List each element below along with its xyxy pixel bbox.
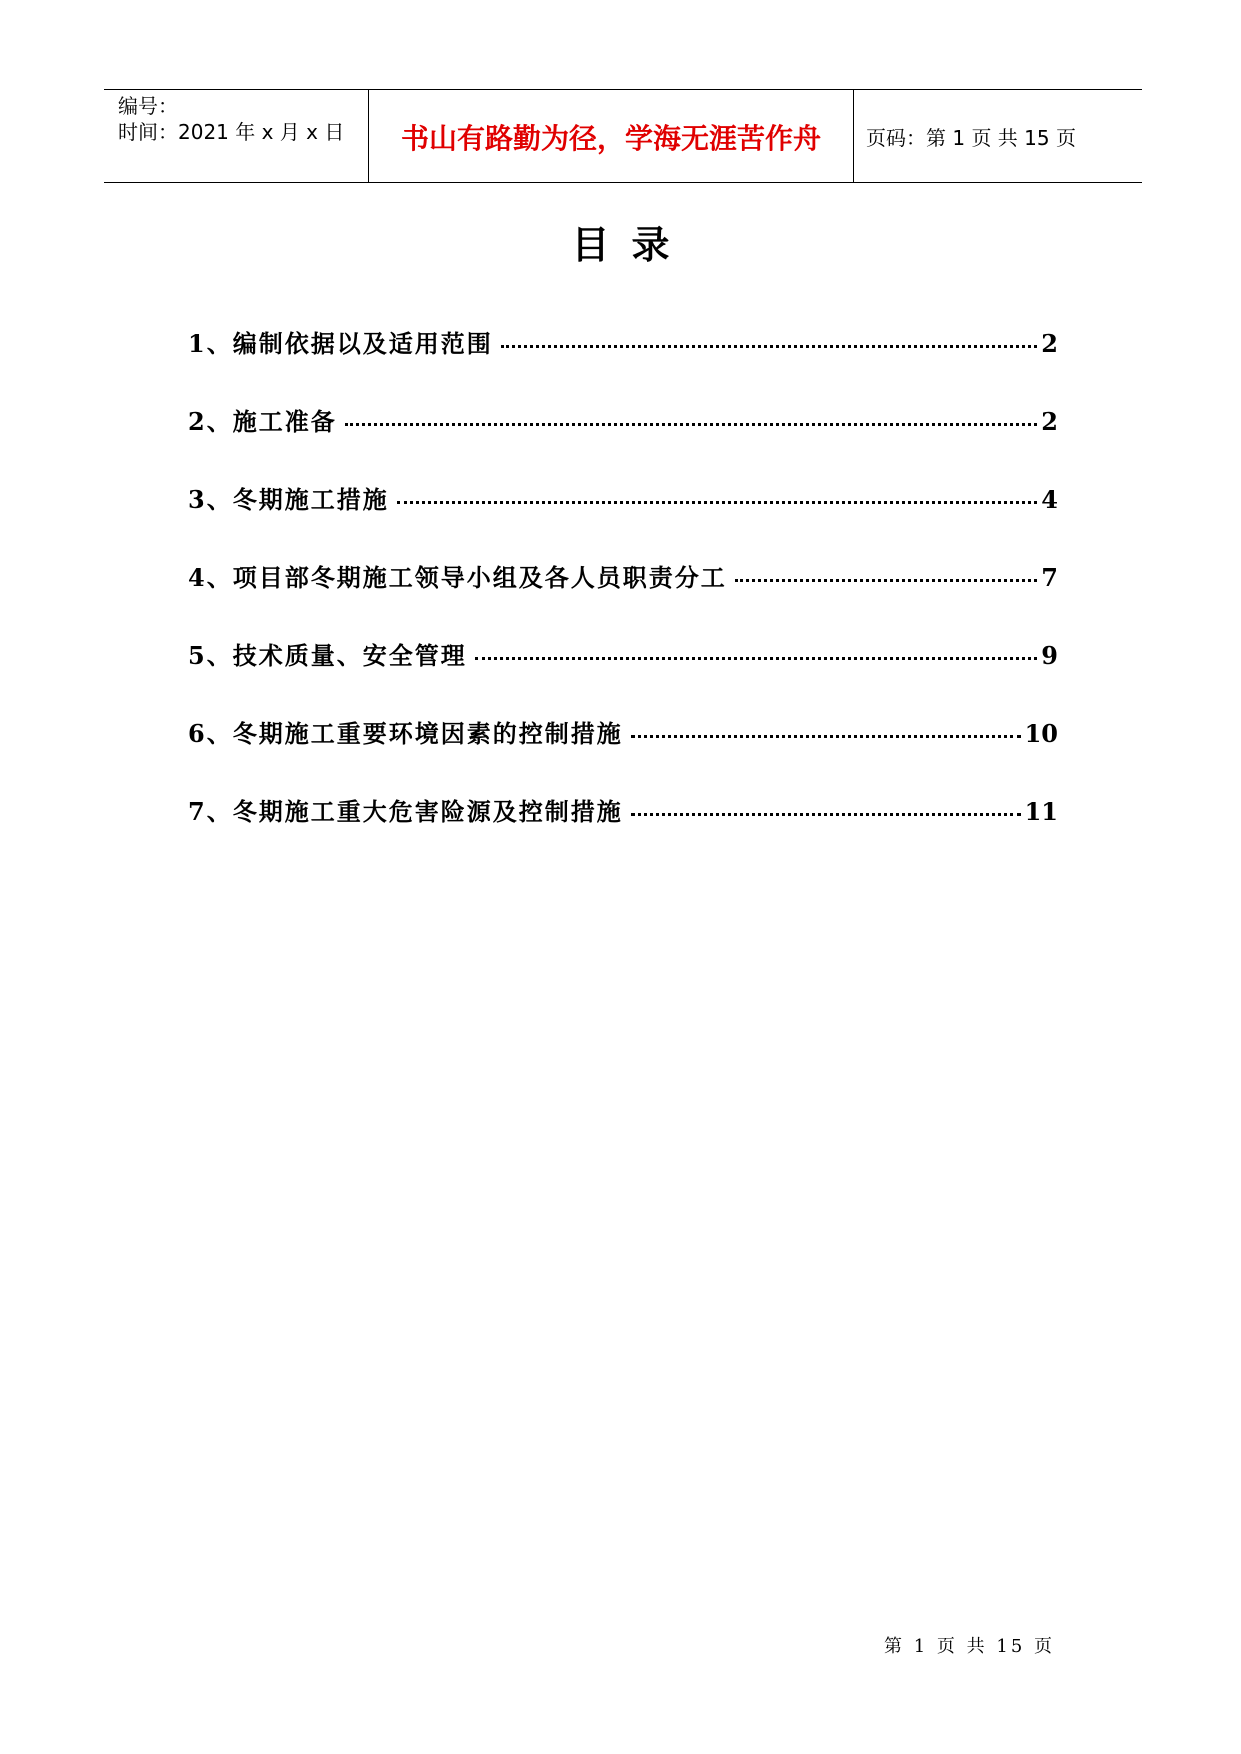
- toc-entry-page: 10: [1024, 719, 1058, 748]
- toc-entry-page: 4: [1041, 485, 1058, 514]
- toc-entry-label: 1、编制依据以及适用范围: [188, 329, 493, 358]
- toc-dot-leader: [735, 579, 1038, 582]
- toc-dot-leader: [501, 345, 1038, 348]
- page-footer: 第 1 页 共 15 页: [884, 1636, 1055, 1657]
- toc-entry-label: 2、施工准备: [188, 407, 337, 436]
- toc-entry[interactable]: [188, 558, 1058, 636]
- toc-dot-leader: [631, 813, 1021, 816]
- toc-entry-page: 2: [1041, 407, 1058, 436]
- toc-entry-label: 5、技术质量、安全管理: [188, 641, 467, 670]
- toc-entry-label: 7、冬期施工重大危害险源及控制措施: [188, 797, 623, 826]
- toc-dot-leader: [397, 501, 1038, 504]
- toc-entry-label: 4、项目部冬期施工领导小组及各人员职责分工: [188, 563, 727, 592]
- toc-dot-leader: [631, 735, 1021, 738]
- header-motto: 书山有路勤为径，学海无涯苦作舟: [368, 90, 854, 182]
- page-header: [104, 89, 1142, 183]
- table-of-contents: [188, 324, 1058, 870]
- toc-entry-page: 11: [1024, 797, 1058, 826]
- toc-entry-page: 2: [1041, 329, 1058, 358]
- toc-entry[interactable]: [188, 324, 1058, 402]
- toc-entry[interactable]: [188, 402, 1058, 480]
- toc-entry-label: 6、冬期施工重要环境因素的控制措施: [188, 719, 623, 748]
- header-meta: [104, 90, 368, 182]
- toc-entry-page: 7: [1041, 563, 1058, 592]
- toc-dot-leader: [475, 657, 1038, 660]
- header-page-info: 页码：第 1 页 共 15 页: [866, 125, 1076, 150]
- toc-dot-leader: [345, 423, 1038, 426]
- toc-entry[interactable]: [188, 714, 1058, 792]
- toc-entry-label: 3、冬期施工措施: [188, 485, 389, 514]
- toc-entry[interactable]: [188, 792, 1058, 870]
- page-title: 目录: [571, 222, 692, 267]
- toc-entry[interactable]: [188, 480, 1058, 558]
- toc-entry[interactable]: [188, 636, 1058, 714]
- document-time-label: 时间：2021 年 x 月 x 日: [118, 120, 345, 144]
- document-number-label: 编号：: [118, 94, 178, 118]
- toc-entry-page: 9: [1041, 641, 1058, 670]
